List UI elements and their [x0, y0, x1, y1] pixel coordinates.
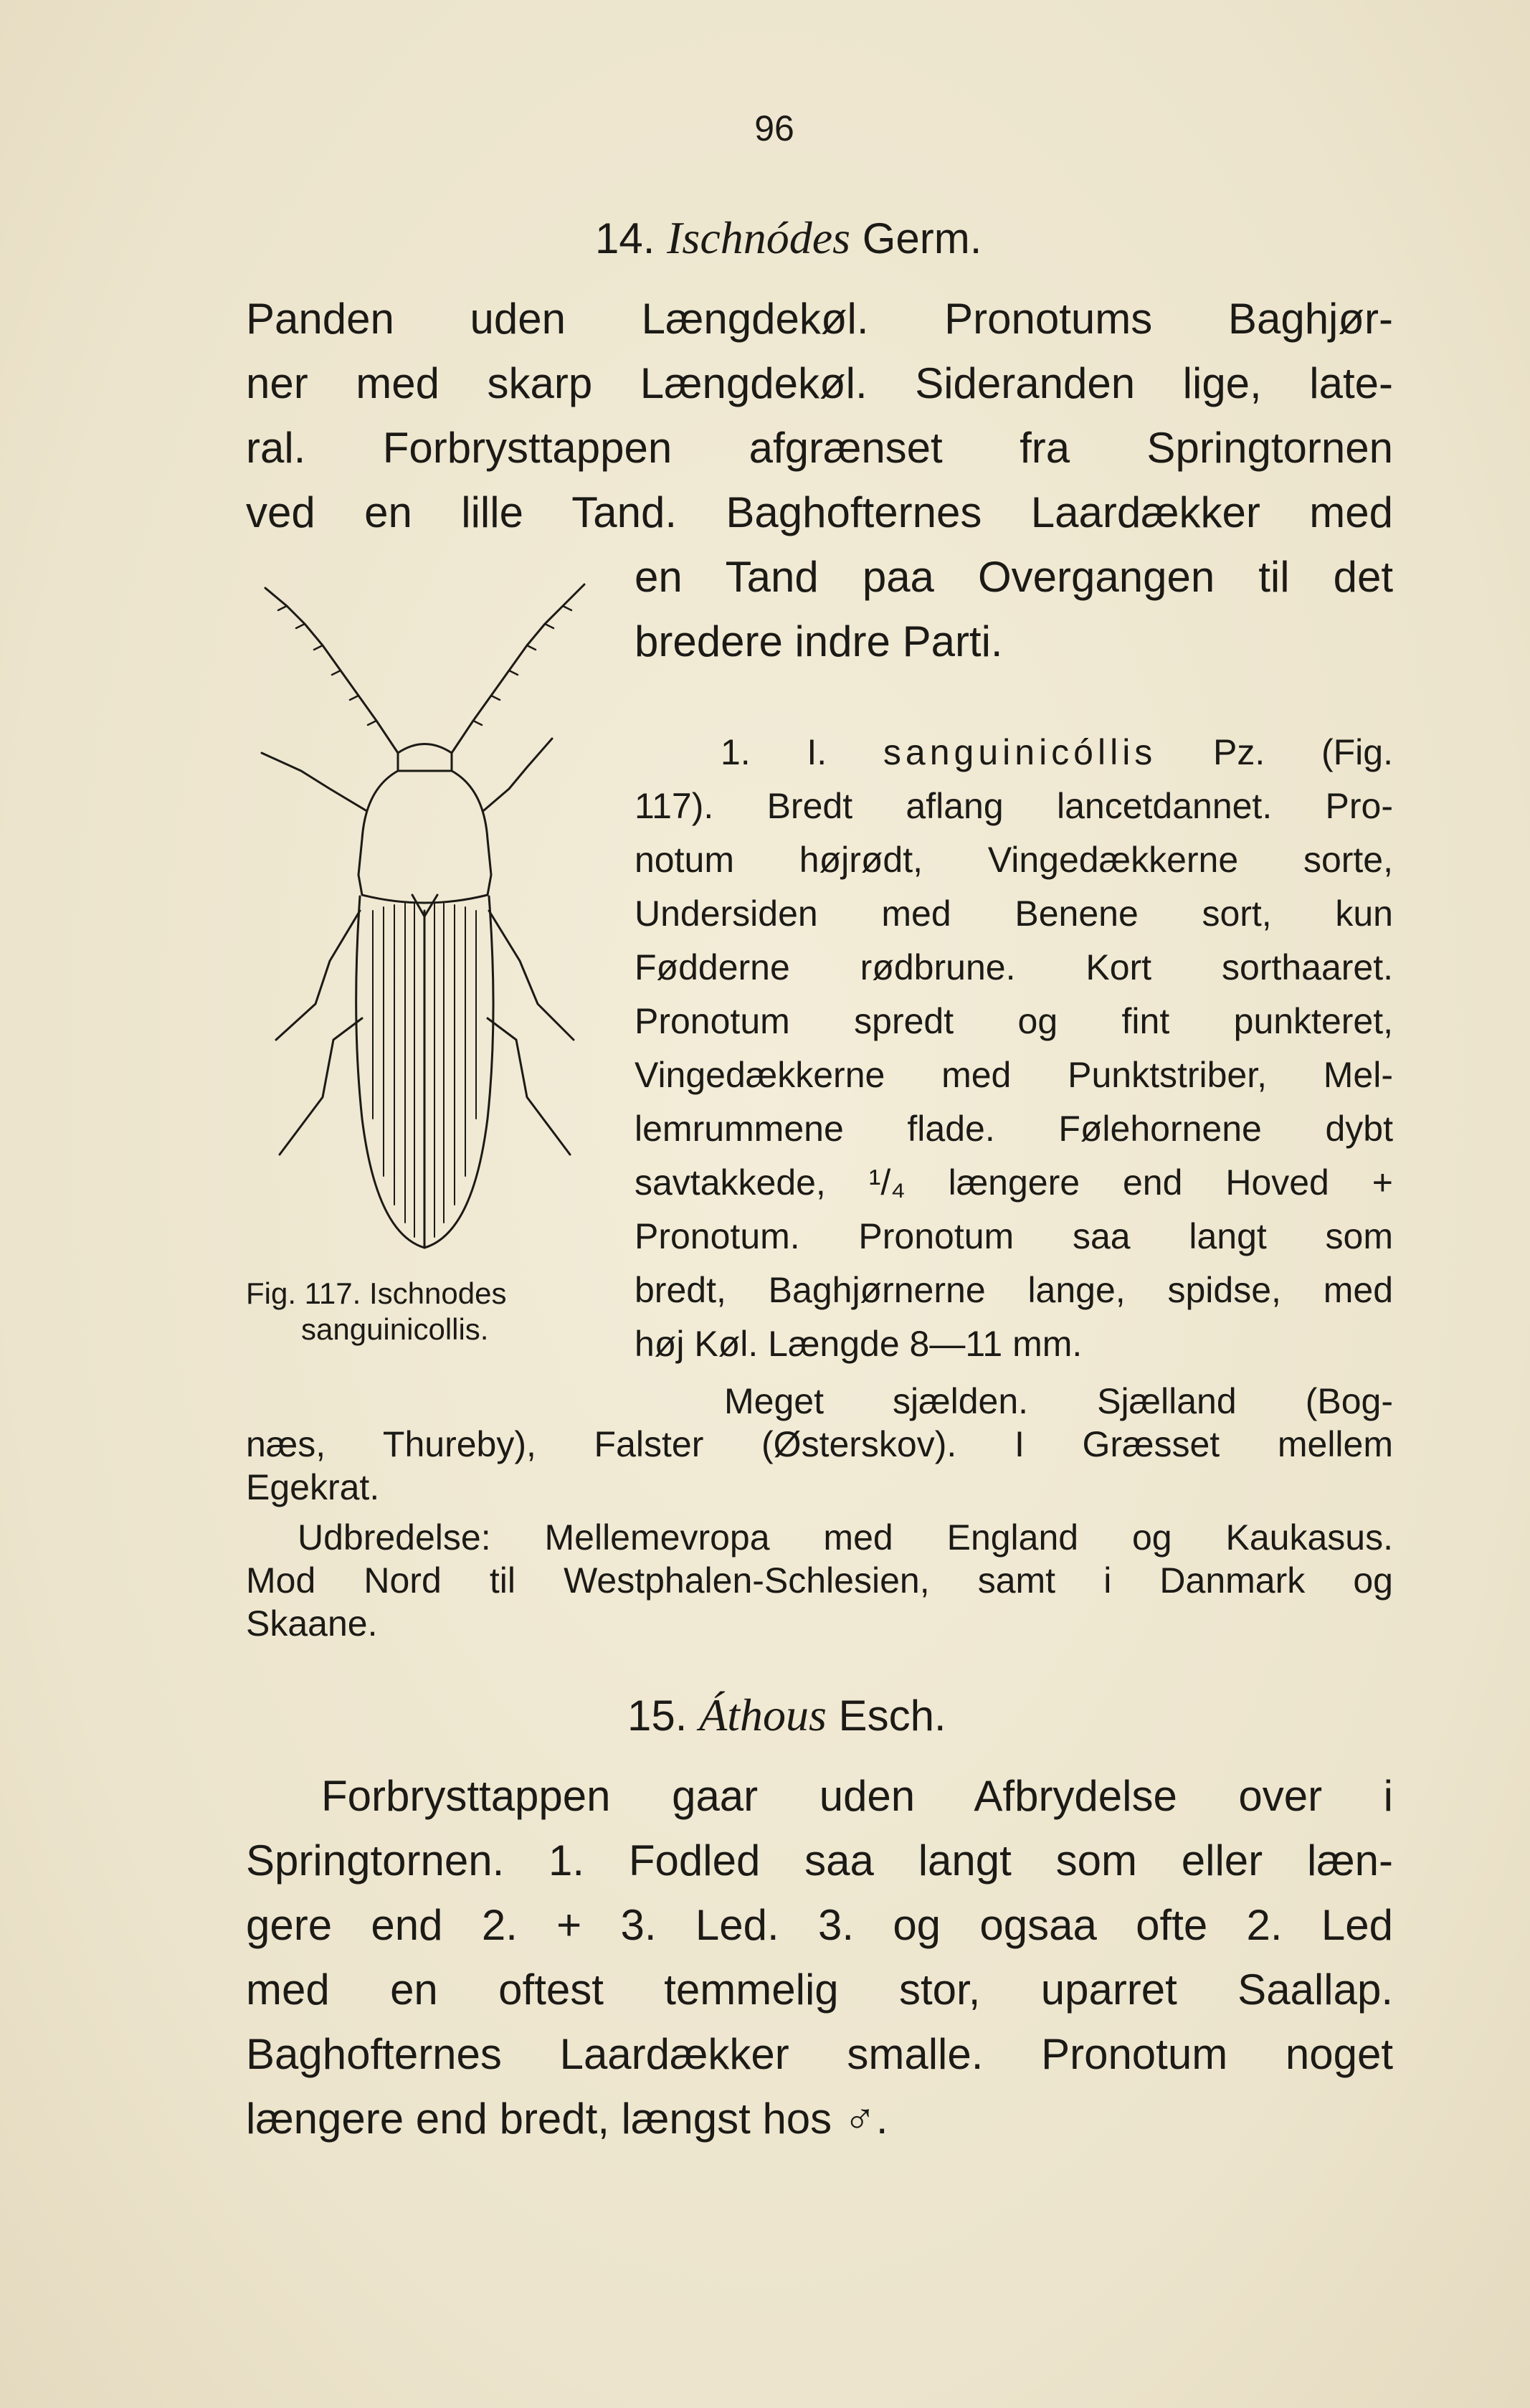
section-14-line: bredere indre Parti.	[635, 617, 1003, 665]
species-1-line: høj Køl. Længde 8—11 mm.	[635, 1324, 1083, 1364]
section-14-line: ral. Forbrysttappen afgrænset fra Springtornen	[246, 424, 1393, 472]
beetle-head	[398, 744, 452, 772]
mid-right-leg	[489, 911, 574, 1040]
beetle-illustration	[237, 574, 609, 1276]
section-15-line: gere end 2. + 3. Led. 3. og ogsaa ofte 2. Led	[246, 1901, 1393, 1949]
beetle-pronotum	[358, 771, 491, 903]
hind-left-leg	[280, 1018, 362, 1155]
section-14-line: en Tand paa Overgangen til det	[635, 553, 1393, 601]
hind-right-leg	[488, 1018, 570, 1155]
figure-caption-line2: sanguinicollis.	[301, 1312, 489, 1346]
habitat-line: Egekrat.	[246, 1467, 380, 1507]
section-15-line: Forbrysttappen gaar uden Afbrydelse over i	[321, 1772, 1393, 1820]
page-number: 96	[754, 108, 794, 148]
species-1-line: savtakkede, ¹/₄ længere end Hoved +	[635, 1162, 1393, 1203]
species-1-name: sanguinicóllis	[883, 732, 1157, 772]
section-14-line: ner med skarp Længdekøl. Sideranden lige, late-	[246, 359, 1393, 407]
species-1-line: Fødderne rødbrune. Kort sorthaaret.	[635, 947, 1393, 987]
distribution-line: Udbredelse: Mellemevropa med England og Kaukasus.	[298, 1517, 1393, 1558]
section-15-genus: Áthous	[699, 1689, 827, 1740]
species-1-line: notum højrødt, Vingedækkerne sorte,	[635, 840, 1393, 880]
front-right-leg	[484, 739, 552, 810]
species-1-line: Pronotum. Pronotum saa langt som	[635, 1216, 1393, 1256]
species-1-line: Undersiden med Benene sort, kun	[635, 893, 1393, 934]
habitat-line: Meget sjælden. Sjælland (Bog-	[724, 1381, 1393, 1421]
species-1-title	[721, 731, 1393, 773]
section-15-line: med en oftest temmelig stor, uparret Saallap.	[246, 1966, 1393, 2014]
species-1-line: Pronotum spredt og fint punkteret,	[635, 1001, 1393, 1041]
section-15-heading	[627, 1689, 946, 1742]
species-1-number: 1. I.	[721, 732, 827, 772]
right-antenna	[452, 584, 584, 753]
section-14-line: ved en lille Tand. Baghofternes Laardækker med	[246, 488, 1393, 536]
section-14-line: Panden uden Længdekøl. Pronotums Baghjør-	[246, 295, 1393, 343]
species-1-line: bredt, Baghjørnerne lange, spidse, med	[635, 1270, 1393, 1310]
figure-caption-line1: Fig. 117. Ischnodes	[246, 1276, 507, 1310]
species-1-author: Pz. (Fig.	[1213, 732, 1393, 772]
section-14-author: Germ.	[862, 214, 982, 262]
section-15-line: længere end bredt, længst hos ♂.	[246, 2095, 888, 2143]
mid-left-leg	[276, 911, 360, 1040]
species-1-line: Vingedækkerne med Punktstriber, Mel-	[635, 1055, 1393, 1095]
species-1-line: lemrummene flade. Følehornene dybt	[635, 1109, 1393, 1149]
distribution-line: Mod Nord til Westphalen-Schlesien, samt i Danmark og	[246, 1560, 1393, 1601]
section-15-line: Baghofternes Laardækker smalle. Pronotum noget	[246, 2030, 1393, 2078]
section-14-number: 14.	[595, 214, 655, 262]
section-14-heading	[595, 212, 982, 265]
section-15-line: Springtornen. 1. Fodled saa langt som eller læn-	[246, 1836, 1393, 1885]
habitat-line: næs, Thureby), Falster (Østerskov). I Græsset mellem	[246, 1424, 1393, 1464]
front-left-leg	[262, 753, 366, 810]
species-1-line: 117). Bredt aflang lancetdannet. Pro-	[635, 786, 1393, 826]
distribution-line: Skaane.	[246, 1603, 378, 1644]
left-antenna	[265, 588, 398, 753]
section-15-number: 15.	[627, 1692, 688, 1740]
section-15-author: Esch.	[838, 1692, 946, 1740]
section-14-genus: Ischnódes	[667, 212, 851, 263]
